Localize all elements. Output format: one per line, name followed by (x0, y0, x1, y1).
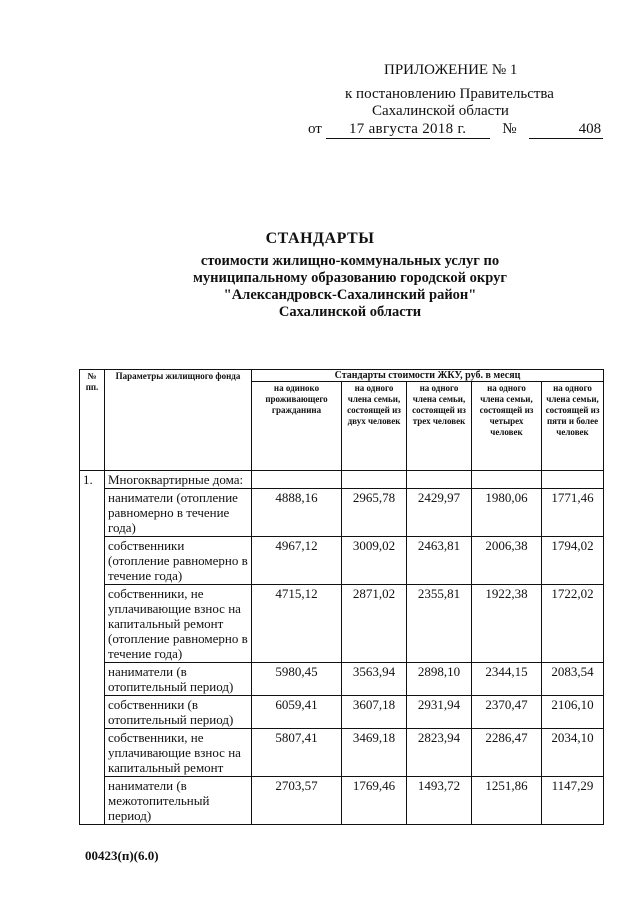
table-row (80, 777, 604, 825)
row-value: 2871,02 (342, 585, 407, 663)
row-value: 5807,41 (252, 729, 342, 777)
row-value: 2083,54 (542, 663, 604, 696)
sub-col-header: на одного члена семьи, состоящей из трех человек (407, 382, 472, 471)
table-row (80, 696, 604, 729)
row-value: 4715,12 (252, 585, 342, 663)
sub-col-header: на одного члена семьи, состоящей из четырех человек (472, 382, 542, 471)
row-value: 2965,78 (342, 489, 407, 537)
row-value: 2823,94 (407, 729, 472, 777)
document-code: 00423(п)(6.0) (85, 848, 159, 863)
section-row (80, 471, 604, 489)
row-label: наниматели (отопление равномерно в течение года) (105, 489, 252, 537)
row-value: 3009,02 (342, 537, 407, 585)
row-value: 4888,16 (252, 489, 342, 537)
appendix-title: ПРИЛОЖЕНИЕ № 1 (384, 62, 518, 78)
table-row (80, 537, 604, 585)
row-value: 1771,46 (542, 489, 604, 537)
table-row (80, 729, 604, 777)
sub-col-header: на одного члена семьи, состоящей из двух человек (342, 382, 407, 471)
row-value: 1722,02 (542, 585, 604, 663)
number-sign: № (502, 121, 517, 137)
section-number: 1. (80, 471, 105, 825)
row-value: 6059,41 (252, 696, 342, 729)
row-value: 1493,72 (407, 777, 472, 825)
resolution-date-number (308, 121, 603, 139)
row-label: наниматели (в отопительный период) (105, 663, 252, 696)
row-value: 1922,38 (472, 585, 542, 663)
row-value: 2931,94 (407, 696, 472, 729)
row-label: собственники (в отопительный период) (105, 696, 252, 729)
col-header-group: Стандарты стоимости ЖКУ, руб. в месяц (252, 370, 604, 382)
row-value: 4967,12 (252, 537, 342, 585)
sub-col-header: на одиноко проживающего гражданина (252, 382, 342, 471)
row-value: 2355,81 (407, 585, 472, 663)
row-label: собственники (отопление равномерно в течение года) (105, 537, 252, 585)
row-label: собственники, не уплачивающие взнос на капитальный ремонт (105, 729, 252, 777)
standards-table (79, 369, 604, 825)
row-value: 2703,57 (252, 777, 342, 825)
appendix-region-line: Сахалинской области (372, 103, 509, 119)
table-row (80, 585, 604, 663)
row-value: 3607,18 (342, 696, 407, 729)
row-value: 3469,18 (342, 729, 407, 777)
document-title: СТАНДАРТЫ (265, 230, 375, 247)
row-value: 3563,94 (342, 663, 407, 696)
row-value: 1147,29 (542, 777, 604, 825)
row-value: 2898,10 (407, 663, 472, 696)
row-label: наниматели (в межотопительный период) (105, 777, 252, 825)
appendix-resolution-line: к постановлению Правительства (345, 86, 554, 102)
row-value: 2034,10 (542, 729, 604, 777)
row-value: 2370,47 (472, 696, 542, 729)
table-row (80, 663, 604, 696)
row-label: собственники, не уплачивающие взнос на капитальный ремонт (отопление равномерно в течение года) (105, 585, 252, 663)
sub-col-header: на одного члена семьи, состоящей из пяти и более человек (542, 382, 604, 471)
row-value: 1769,46 (342, 777, 407, 825)
table-row (80, 489, 604, 537)
row-value: 2429,97 (407, 489, 472, 537)
document-subtitle: стоимости жилищно-коммунальных услуг по муниципальному образованию городской округ "Александровск-Сахалинский район" Сахалинской области (193, 253, 507, 320)
row-value: 2344,15 (472, 663, 542, 696)
resolution-number: 408 (529, 121, 603, 139)
resolution-date: 17 августа 2018 г. (326, 121, 490, 139)
date-prefix: от (308, 121, 322, 137)
row-value: 1980,06 (472, 489, 542, 537)
row-value: 5980,45 (252, 663, 342, 696)
col-header-number: № пп. (80, 370, 105, 471)
section-label: Многоквартирные дома: (105, 471, 252, 489)
row-value: 2006,38 (472, 537, 542, 585)
row-value: 2286,47 (472, 729, 542, 777)
row-value: 2463,81 (407, 537, 472, 585)
col-header-params: Параметры жилищного фонда (105, 370, 252, 471)
row-value: 1794,02 (542, 537, 604, 585)
row-value: 2106,10 (542, 696, 604, 729)
row-value: 1251,86 (472, 777, 542, 825)
